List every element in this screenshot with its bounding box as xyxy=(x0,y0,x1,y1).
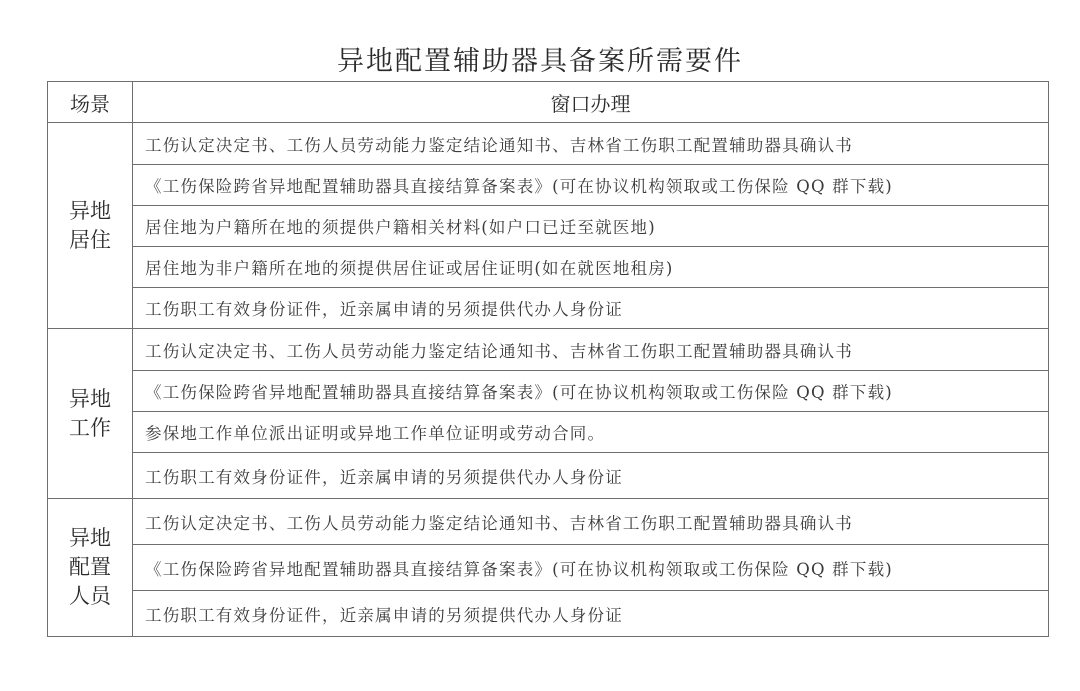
scene-cell-residence xyxy=(48,123,133,329)
table-row xyxy=(48,329,1049,371)
requirement-item: 工伤认定决定书、工伤人员劳动能力鉴定结论通知书、吉林省工伤职工配置辅助器具确认书 xyxy=(133,329,1049,371)
table-row xyxy=(48,206,1049,247)
requirement-item: 工伤职工有效身份证件，近亲属申请的另须提供代办人身份证 xyxy=(133,591,1049,637)
table-row xyxy=(48,545,1049,591)
table-row xyxy=(48,453,1049,499)
requirement-item: 居住地为户籍所在地的须提供户籍相关材料(如户口已迁至就医地) xyxy=(133,206,1049,247)
requirement-item: 工伤职工有效身份证件，近亲属申请的另须提供代办人身份证 xyxy=(133,288,1049,329)
table-row xyxy=(48,123,1049,165)
requirement-item: 工伤职工有效身份证件，近亲属申请的另须提供代办人身份证 xyxy=(133,453,1049,499)
scene-label-line: 居住 xyxy=(69,227,111,252)
scene-label-line: 工作 xyxy=(69,415,111,440)
header-scene: 场景 xyxy=(48,82,133,123)
requirements-table xyxy=(47,81,1049,637)
table-row xyxy=(48,591,1049,637)
requirement-item: 参保地工作单位派出证明或异地工作单位证明或劳动合同。 xyxy=(133,412,1049,453)
requirement-item: 《工伤保险跨省异地配置辅助器具直接结算备案表》(可在协议机构领取或工伤保险 QQ 群下载) xyxy=(133,371,1049,412)
document-title: 异地配置辅助器具备案所需要件 xyxy=(337,46,743,77)
table-row xyxy=(48,412,1049,453)
requirement-item: 居住地为非户籍所在地的须提供居住证或居住证明(如在就医地租房) xyxy=(133,247,1049,288)
table-row xyxy=(48,165,1049,206)
table-header-row xyxy=(48,82,1049,123)
requirement-item: 工伤认定决定书、工伤人员劳动能力鉴定结论通知书、吉林省工伤职工配置辅助器具确认书 xyxy=(133,499,1049,545)
scene-label-line: 异地 xyxy=(69,386,111,411)
table-row xyxy=(48,371,1049,412)
scene-label-line: 配置 xyxy=(69,555,111,579)
requirement-item: 《工伤保险跨省异地配置辅助器具直接结算备案表》(可在协议机构领取或工伤保险 QQ 群下载) xyxy=(133,545,1049,591)
scene-cell-work xyxy=(48,329,133,499)
requirement-item: 工伤认定决定书、工伤人员劳动能力鉴定结论通知书、吉林省工伤职工配置辅助器具确认书 xyxy=(133,123,1049,165)
table-row xyxy=(48,499,1049,545)
requirement-item: 《工伤保险跨省异地配置辅助器具直接结算备案表》(可在协议机构领取或工伤保险 QQ 群下载) xyxy=(133,165,1049,206)
scene-label-line: 人员 xyxy=(69,584,111,608)
table-row xyxy=(48,288,1049,329)
header-window: 窗口办理 xyxy=(133,82,1049,123)
table-row xyxy=(48,247,1049,288)
scene-label-line: 异地 xyxy=(69,198,111,223)
scene-label-line: 异地 xyxy=(69,526,111,550)
scene-cell-fitting-personnel xyxy=(48,499,133,637)
